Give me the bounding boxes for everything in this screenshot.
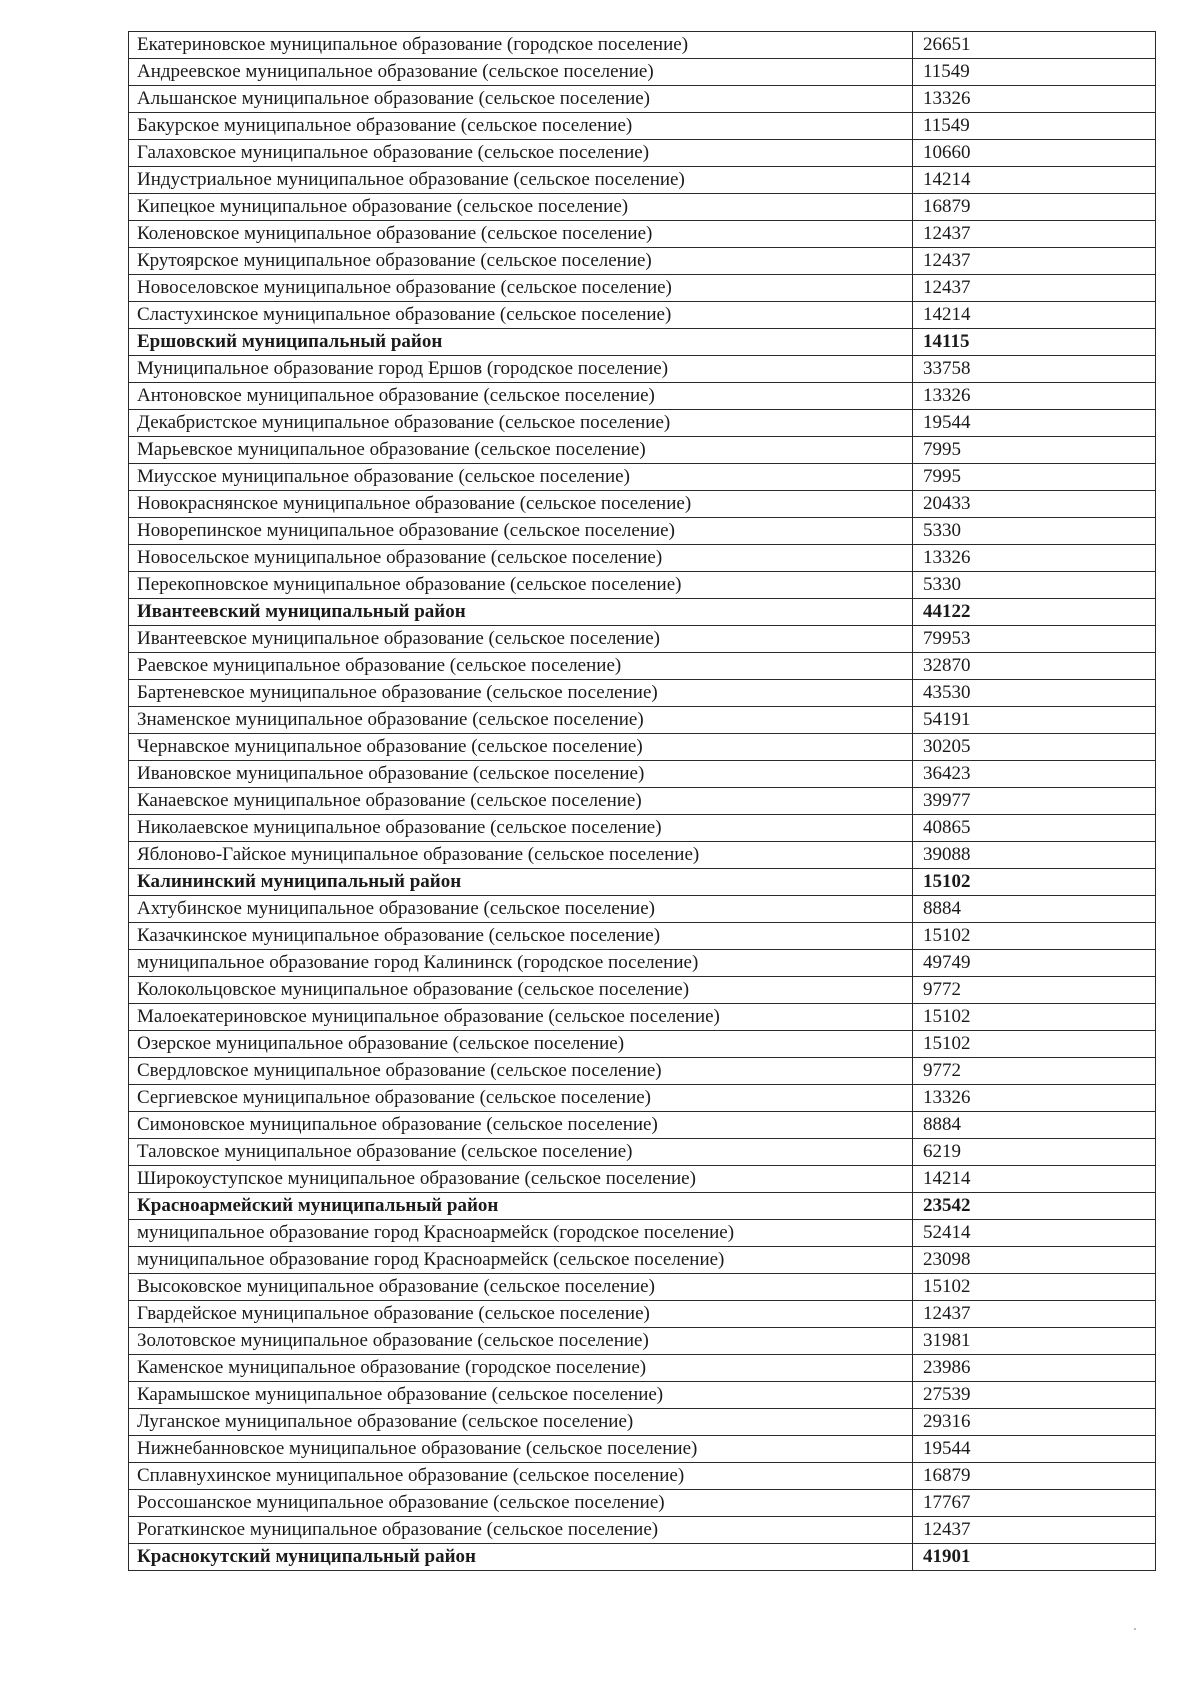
- municipality-name-cell: Марьевское муниципальное образование (сельское поселение): [129, 437, 913, 464]
- municipality-name-cell: Миусское муниципальное образование (сельское поселение): [129, 464, 913, 491]
- table-row: [129, 1463, 1156, 1490]
- municipality-name-cell: Таловское муниципальное образование (сельское поселение): [129, 1139, 913, 1166]
- district-value-cell: 15102: [913, 869, 1156, 896]
- table-row: [129, 842, 1156, 869]
- table-row: [129, 464, 1156, 491]
- value-cell: 49749: [913, 950, 1156, 977]
- municipality-name-cell: Николаевское муниципальное образование (сельское поселение): [129, 815, 913, 842]
- value-cell: 29316: [913, 1409, 1156, 1436]
- municipality-name-cell: Андреевское муниципальное образование (сельское поселение): [129, 59, 913, 86]
- municipality-name-cell: Новосельское муниципальное образование (сельское поселение): [129, 545, 913, 572]
- municipal-data-table: [128, 31, 1156, 1571]
- value-cell: 7995: [913, 464, 1156, 491]
- table-row: [129, 1058, 1156, 1085]
- table-row: [129, 1274, 1156, 1301]
- table-row: [129, 734, 1156, 761]
- municipality-name-cell: Антоновское муниципальное образование (сельское поселение): [129, 383, 913, 410]
- municipality-name-cell: Сергиевское муниципальное образование (сельское поселение): [129, 1085, 913, 1112]
- municipality-name-cell: Широкоуступское муниципальное образование (сельское поселение): [129, 1166, 913, 1193]
- municipality-name-cell: Рогаткинское муниципальное образование (сельское поселение): [129, 1517, 913, 1544]
- table-body: [129, 32, 1156, 1571]
- table-row: [129, 1085, 1156, 1112]
- municipality-name-cell: Ивантеевское муниципальное образование (сельское поселение): [129, 626, 913, 653]
- table-row: [129, 356, 1156, 383]
- municipality-name-cell: Новоселовское муниципальное образование (сельское поселение): [129, 275, 913, 302]
- value-cell: 11549: [913, 59, 1156, 86]
- value-cell: 40865: [913, 815, 1156, 842]
- table-row: [129, 1004, 1156, 1031]
- district-total-row: [129, 1193, 1156, 1220]
- table-row: [129, 923, 1156, 950]
- value-cell: 10660: [913, 140, 1156, 167]
- value-cell: 12437: [913, 248, 1156, 275]
- district-total-row: [129, 869, 1156, 896]
- district-value-cell: 44122: [913, 599, 1156, 626]
- value-cell: 15102: [913, 1004, 1156, 1031]
- municipality-name-cell: Свердловское муниципальное образование (сельское поселение): [129, 1058, 913, 1085]
- table-row: [129, 1031, 1156, 1058]
- municipality-name-cell: Высоковское муниципальное образование (сельское поселение): [129, 1274, 913, 1301]
- municipality-name-cell: Золотовское муниципальное образование (сельское поселение): [129, 1328, 913, 1355]
- district-total-row: [129, 1544, 1156, 1571]
- table-row: [129, 572, 1156, 599]
- table-row: [129, 1517, 1156, 1544]
- municipality-name-cell: Ивановское муниципальное образование (сельское поселение): [129, 761, 913, 788]
- table-row: [129, 626, 1156, 653]
- value-cell: 15102: [913, 923, 1156, 950]
- table-row: [129, 1436, 1156, 1463]
- value-cell: 12437: [913, 1517, 1156, 1544]
- value-cell: 15102: [913, 1031, 1156, 1058]
- district-name-cell: Калининский муниципальный район: [129, 869, 913, 896]
- value-cell: 16879: [913, 1463, 1156, 1490]
- municipality-name-cell: Малоекатериновское муниципальное образование (сельское поселение): [129, 1004, 913, 1031]
- scan-artifact: [1134, 1628, 1136, 1630]
- municipality-name-cell: Раевское муниципальное образование (сельское поселение): [129, 653, 913, 680]
- table-row: [129, 545, 1156, 572]
- value-cell: 23986: [913, 1355, 1156, 1382]
- value-cell: 54191: [913, 707, 1156, 734]
- value-cell: 20433: [913, 491, 1156, 518]
- municipality-name-cell: Екатериновское муниципальное образование (городское поселение): [129, 32, 913, 59]
- value-cell: 30205: [913, 734, 1156, 761]
- table-row: [129, 275, 1156, 302]
- value-cell: 17767: [913, 1490, 1156, 1517]
- municipality-name-cell: муниципальное образование город Красноармейск (городское поселение): [129, 1220, 913, 1247]
- table-row: [129, 1112, 1156, 1139]
- municipality-name-cell: Муниципальное образование город Ершов (городское поселение): [129, 356, 913, 383]
- table-row: [129, 1247, 1156, 1274]
- municipality-name-cell: Крутоярское муниципальное образование (сельское поселение): [129, 248, 913, 275]
- value-cell: 9772: [913, 977, 1156, 1004]
- value-cell: 5330: [913, 572, 1156, 599]
- municipality-name-cell: Кипецкое муниципальное образование (сельское поселение): [129, 194, 913, 221]
- district-total-row: [129, 329, 1156, 356]
- table-row: [129, 788, 1156, 815]
- municipality-name-cell: Нижнебанновское муниципальное образование (сельское поселение): [129, 1436, 913, 1463]
- table-row: [129, 518, 1156, 545]
- municipality-name-cell: Чернавское муниципальное образование (сельское поселение): [129, 734, 913, 761]
- value-cell: 36423: [913, 761, 1156, 788]
- municipality-name-cell: Карамышское муниципальное образование (сельское поселение): [129, 1382, 913, 1409]
- value-cell: 19544: [913, 410, 1156, 437]
- table-row: [129, 302, 1156, 329]
- table-row: [129, 950, 1156, 977]
- value-cell: 32870: [913, 653, 1156, 680]
- table-row: [129, 86, 1156, 113]
- table-row: [129, 140, 1156, 167]
- municipality-name-cell: Альшанское муниципальное образование (сельское поселение): [129, 86, 913, 113]
- municipality-name-cell: Индустриальное муниципальное образование (сельское поселение): [129, 167, 913, 194]
- municipality-name-cell: Галаховское муниципальное образование (сельское поселение): [129, 140, 913, 167]
- value-cell: 14214: [913, 302, 1156, 329]
- table-row: [129, 1409, 1156, 1436]
- value-cell: 13326: [913, 545, 1156, 572]
- value-cell: 16879: [913, 194, 1156, 221]
- table-row: [129, 113, 1156, 140]
- value-cell: 13326: [913, 86, 1156, 113]
- value-cell: 43530: [913, 680, 1156, 707]
- municipality-name-cell: Колокольцовское муниципальное образование (сельское поселение): [129, 977, 913, 1004]
- table-row: [129, 653, 1156, 680]
- value-cell: 9772: [913, 1058, 1156, 1085]
- table-row: [129, 1301, 1156, 1328]
- value-cell: 12437: [913, 275, 1156, 302]
- table-row: [129, 167, 1156, 194]
- municipality-name-cell: Казачкинское муниципальное образование (сельское поселение): [129, 923, 913, 950]
- value-cell: 26651: [913, 32, 1156, 59]
- municipality-name-cell: Луганское муниципальное образование (сельское поселение): [129, 1409, 913, 1436]
- municipality-name-cell: Бакурское муниципальное образование (сельское поселение): [129, 113, 913, 140]
- district-value-cell: 41901: [913, 1544, 1156, 1571]
- district-name-cell: Ивантеевский муниципальный район: [129, 599, 913, 626]
- value-cell: 11549: [913, 113, 1156, 140]
- table-row: [129, 761, 1156, 788]
- table-row: [129, 221, 1156, 248]
- value-cell: 6219: [913, 1139, 1156, 1166]
- value-cell: 8884: [913, 896, 1156, 923]
- value-cell: 79953: [913, 626, 1156, 653]
- municipality-name-cell: Новорепинское муниципальное образование (сельское поселение): [129, 518, 913, 545]
- table-row: [129, 1328, 1156, 1355]
- table-row: [129, 896, 1156, 923]
- value-cell: 14214: [913, 1166, 1156, 1193]
- table-row: [129, 1490, 1156, 1517]
- municipality-name-cell: Сластухинское муниципальное образование (сельское поселение): [129, 302, 913, 329]
- table-row: [129, 383, 1156, 410]
- table-row: [129, 59, 1156, 86]
- municipality-name-cell: Симоновское муниципальное образование (сельское поселение): [129, 1112, 913, 1139]
- table-row: [129, 437, 1156, 464]
- municipality-name-cell: муниципальное образование город Красноармейск (сельское поселение): [129, 1247, 913, 1274]
- table-row: [129, 707, 1156, 734]
- value-cell: 13326: [913, 1085, 1156, 1112]
- table-row: [129, 1382, 1156, 1409]
- value-cell: 7995: [913, 437, 1156, 464]
- value-cell: 15102: [913, 1274, 1156, 1301]
- value-cell: 23098: [913, 1247, 1156, 1274]
- municipality-name-cell: Новокраснянское муниципальное образование (сельское поселение): [129, 491, 913, 518]
- value-cell: 5330: [913, 518, 1156, 545]
- document-page: [128, 31, 1144, 1571]
- municipality-name-cell: Знаменское муниципальное образование (сельское поселение): [129, 707, 913, 734]
- district-name-cell: Краснокутский муниципальный район: [129, 1544, 913, 1571]
- municipality-name-cell: Каменское муниципальное образование (городское поселение): [129, 1355, 913, 1382]
- municipality-name-cell: муниципальное образование город Калининск (городское поселение): [129, 950, 913, 977]
- table-row: [129, 1220, 1156, 1247]
- value-cell: 8884: [913, 1112, 1156, 1139]
- value-cell: 33758: [913, 356, 1156, 383]
- municipality-name-cell: Озерское муниципальное образование (сельское поселение): [129, 1031, 913, 1058]
- value-cell: 13326: [913, 383, 1156, 410]
- municipality-name-cell: Яблоново-Гайское муниципальное образование (сельское поселение): [129, 842, 913, 869]
- table-row: [129, 1139, 1156, 1166]
- municipality-name-cell: Ахтубинское муниципальное образование (сельское поселение): [129, 896, 913, 923]
- district-total-row: [129, 599, 1156, 626]
- table-row: [129, 680, 1156, 707]
- table-row: [129, 815, 1156, 842]
- municipality-name-cell: Перекопновское муниципальное образование (сельское поселение): [129, 572, 913, 599]
- table-row: [129, 194, 1156, 221]
- table-row: [129, 410, 1156, 437]
- district-value-cell: 14115: [913, 329, 1156, 356]
- value-cell: 52414: [913, 1220, 1156, 1247]
- municipality-name-cell: Бартеневское муниципальное образование (сельское поселение): [129, 680, 913, 707]
- district-value-cell: 23542: [913, 1193, 1156, 1220]
- municipality-name-cell: Декабристское муниципальное образование (сельское поселение): [129, 410, 913, 437]
- value-cell: 12437: [913, 1301, 1156, 1328]
- value-cell: 39088: [913, 842, 1156, 869]
- table-row: [129, 248, 1156, 275]
- municipality-name-cell: Гвардейское муниципальное образование (сельское поселение): [129, 1301, 913, 1328]
- municipality-name-cell: Сплавнухинское муниципальное образование (сельское поселение): [129, 1463, 913, 1490]
- table-row: [129, 1166, 1156, 1193]
- value-cell: 31981: [913, 1328, 1156, 1355]
- district-name-cell: Ершовский муниципальный район: [129, 329, 913, 356]
- value-cell: 14214: [913, 167, 1156, 194]
- table-row: [129, 491, 1156, 518]
- value-cell: 12437: [913, 221, 1156, 248]
- value-cell: 39977: [913, 788, 1156, 815]
- table-row: [129, 1355, 1156, 1382]
- value-cell: 19544: [913, 1436, 1156, 1463]
- table-row: [129, 977, 1156, 1004]
- municipality-name-cell: Россошанское муниципальное образование (сельское поселение): [129, 1490, 913, 1517]
- municipality-name-cell: Канаевское муниципальное образование (сельское поселение): [129, 788, 913, 815]
- table-row: [129, 32, 1156, 59]
- municipality-name-cell: Коленовское муниципальное образование (сельское поселение): [129, 221, 913, 248]
- district-name-cell: Красноармейский муниципальный район: [129, 1193, 913, 1220]
- value-cell: 27539: [913, 1382, 1156, 1409]
